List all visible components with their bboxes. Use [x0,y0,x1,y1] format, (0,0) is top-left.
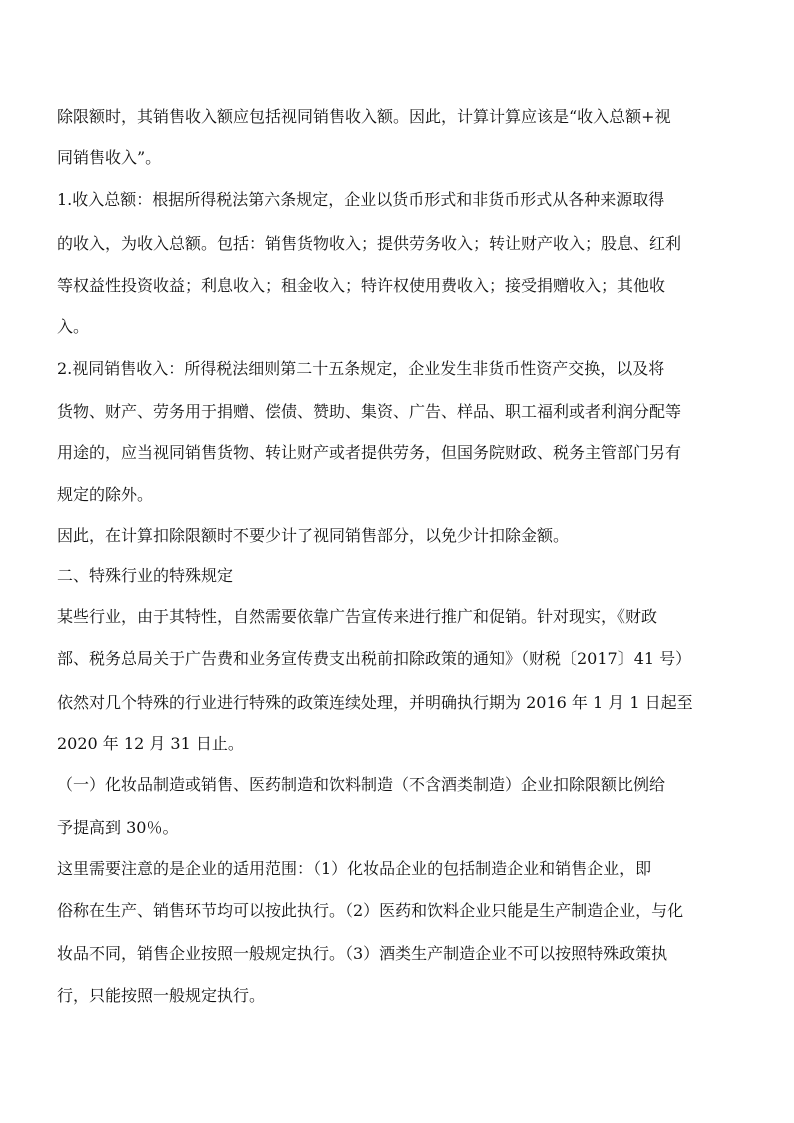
text-line: 的收入，为收入总额。包括：销售货物收入；提供劳务收入；转让财产收入；股息、红利 [57,234,682,253]
text-line: 2020 年 12 月 31 日止。 [57,734,244,753]
subsection-heading: （一）化妆品制造或销售、医药制造和饮料制造（不含酒类制造）企业扣除限额比例给 [57,775,666,794]
text-line: 等权益性投资收益；利息收入；租金收入；特许权使用费收入；接受捐赠收入；其他收 [57,276,666,295]
text-line: 行，只能按照一般规定执行。 [57,986,266,1005]
text-line: 2.视同销售收入：所得税法细则第二十五条规定，企业发生非货币性资产交换，以及将 [57,359,665,378]
text-line: 规定的除外。 [57,485,154,504]
text-line: 货物、财产、劳务用于捐赠、偿债、赞助、集资、广告、样品、职工福利或者利润分配等 [57,402,682,421]
text-line: 因此，在计算扣除限额时不要少计了视同销售部分，以免少计扣除金额。 [57,526,570,545]
text-line: 除限额时，其销售收入额应包括视同销售收入额。因此，计算计算应该是“收入总额+视 [57,107,671,126]
text-line: 部、税务总局关于广告费和业务宣传费支出税前扣除政策的通知》（财税〔2017〕41 号） [57,649,692,668]
text-line: 1.收入总额：根据所得税法第六条规定，企业以货币形式和非货币形式从各种来源取得 [57,190,665,209]
section-heading: 二、特殊行业的特殊规定 [57,566,234,585]
text-line: 俗称在生产、销售环节均可以按此执行。（2）医药和饮料企业只能是生产制造企业，与化 [57,901,684,920]
text-line: 入。 [57,317,90,336]
text-line: 这里需要注意的是企业的适用范围：（1）化妆品企业的包括制造企业和销售企业，即 [57,859,652,878]
text-line: 依然对几个特殊的行业进行特殊的政策连续处理，并明确执行期为 2016 年 1 月 1 日起至 [57,693,693,712]
text-line: 某些行业，由于其特性，自然需要依靠广告宣传来进行推广和促销。针对现实，《财政 [57,607,658,626]
text-line: 予提高到 30％。 [57,818,179,837]
text-line: 同销售收入”。 [57,148,162,167]
text-line: 用途的，应当视同销售货物、转让财产或者提供劳务，但国务院财政、税务主管部门另有 [57,443,682,462]
text-line: 妆品不同，销售企业按照一般规定执行。（3）酒类生产制造企业不可以按照特殊政策执 [57,944,668,963]
